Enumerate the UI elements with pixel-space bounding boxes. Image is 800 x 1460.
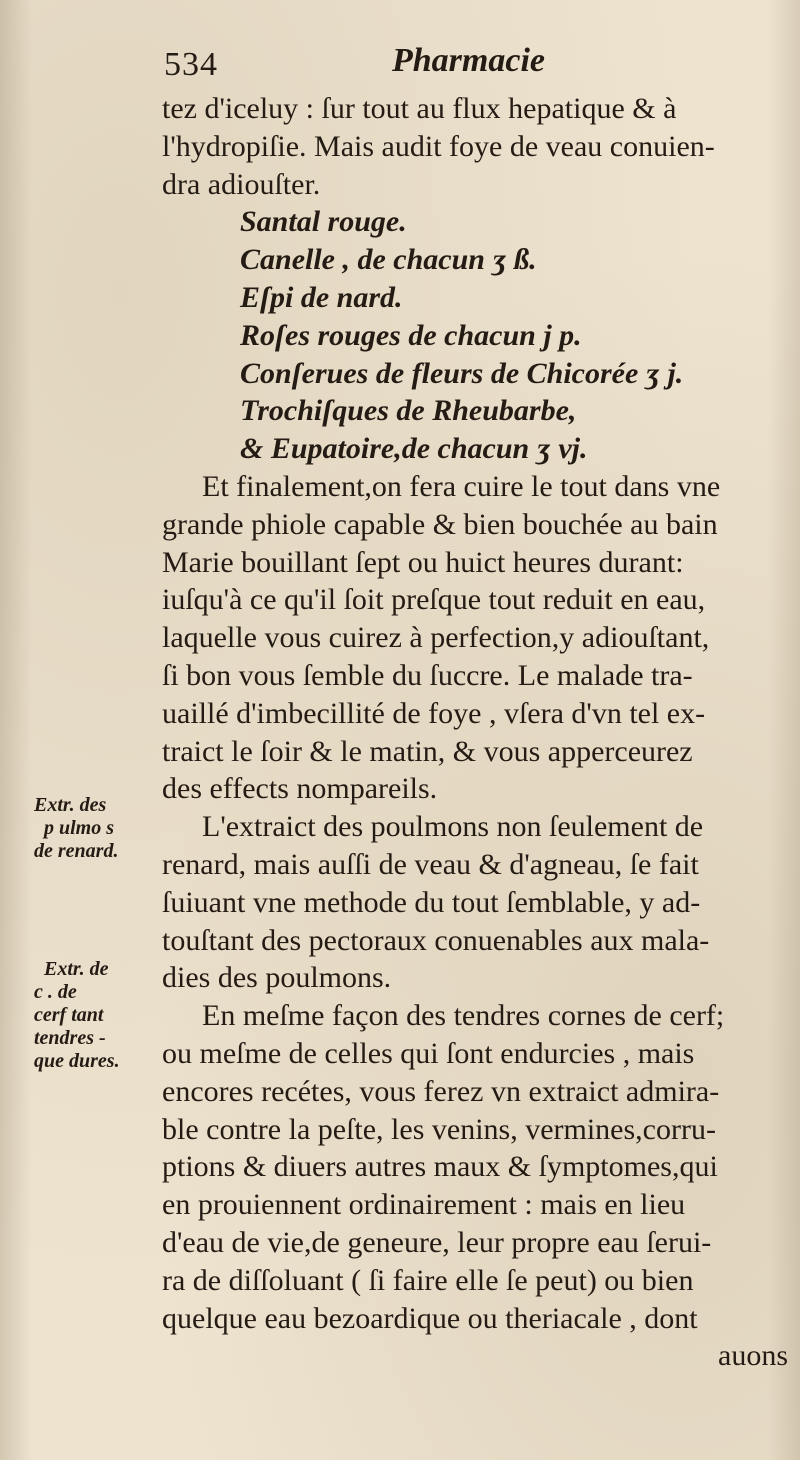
recipe-line: Conſerues de fleurs de Chicorée ʒ j. [240,356,684,390]
text-line: ou meſme de celles qui ſont endurcies , mais [162,1036,695,1070]
margin-note-line: Extr. de [44,958,109,980]
text-line: tez d'iceluy : ſur tout au flux hepatique & à [162,92,677,125]
text-line: ptions & diuers autres maux & ſymptomes,qui [162,1150,718,1184]
recipe-line: Santal rouge. [240,205,407,239]
page-header [162,42,762,92]
margin-note-line: p ulmo s [44,817,115,839]
text-line: ra de diſſoluant ( ſi faire elle ſe peut) ou bien [162,1263,694,1297]
text-line: Marie bouillant ſept ou huict heures durant: [162,545,684,579]
text-line: encores recétes, vous ferez vn extraict admira- [162,1074,720,1108]
text-line: grande phiole capable & bien bouchée au bain [162,507,718,541]
catchword: auons [718,1339,788,1373]
margin-note-line: Extr. des [34,794,107,816]
text-line: quelque eau bezoardique ou theriacale , dont [162,1301,698,1335]
text-line: traict le ſoir & le matin, & vous apperceurez [162,734,693,768]
page-number: 534 [164,46,218,83]
text-line: iuſqu'à ce qu'il ſoit preſque tout reduit en eau, [162,583,706,617]
text-line: ſi bon vous ſemble du ſuccre. Le malade tra- [162,658,693,692]
recipe-line: Roſes rouges de chacun j p. [240,318,582,352]
text-line: en prouiennent ordinairement : mais en lieu [162,1188,686,1222]
text-line: uaillé d'imbecillité de foye , vſera d'vn tel ex- [162,696,706,730]
margin-note-extract-deer [34,958,156,1073]
body-text [162,90,792,1375]
text-line: l'hydropiſie. Mais audit foye de veau conuien- [162,129,715,163]
margin-note-line: cerf tant [34,1004,104,1026]
recipe-line: Canelle , de chacun ʒ ß. [240,243,537,277]
margin-note-line: tendres - [34,1027,106,1049]
margin-note-line: de renard. [34,840,119,862]
text-line: ble contre la peſte, les venins, vermines,corru- [162,1112,716,1146]
paragraph-start-line: L'extraict des poulmons non ſeulement de [202,810,704,844]
recipe-line: Eſpi de nard. [240,280,403,314]
text-line: dies des poulmons. [162,961,392,995]
text-line: ſuiuant vne methode du tout ſemblable, y ad- [162,885,701,919]
text-line: touſtant des pectoraux conuenables aux mala- [162,923,710,957]
text-line: d'eau de vie,de geneure, leur propre eau ſerui- [162,1225,712,1259]
margin-note-extract-lungs [34,794,156,863]
recipe-line: Trochiſques de Rheubarbe, [240,394,577,428]
text-line: des effects nompareils. [162,772,438,806]
paragraph-start-line: En meſme façon des tendres cornes de cerf; [202,999,725,1033]
paragraph-start-line: Et finalement,on fera cuire le tout dans vne [202,469,721,503]
text-line: dra adiouſter. [162,167,321,201]
margin-note-line: que dures. [34,1050,120,1072]
running-title: Pharmacie [392,42,545,79]
recipe-line: & Eupatoire,de chacun ʒ vj. [240,432,588,466]
margin-note-line: c . de [34,981,77,1003]
text-line: renard, mais auſſi de veau & d'agneau, ſe fait [162,847,699,881]
text-line: laquelle vous cuirez à perfection,y adiouſtant, [162,621,710,655]
